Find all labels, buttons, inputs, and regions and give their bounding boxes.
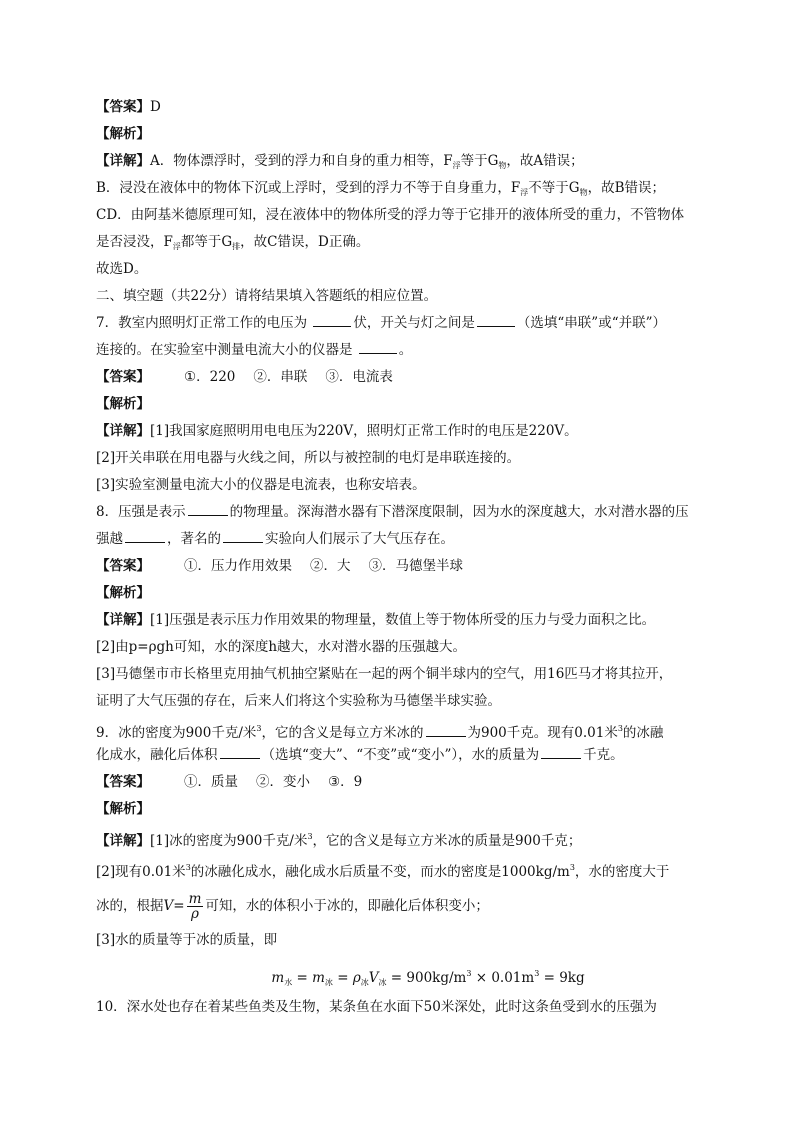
q10-stem-1 [96, 994, 700, 1021]
answer-item: ①．压力作用效果 [184, 558, 292, 574]
text: ，它的含义是每立方米冰的 [261, 725, 424, 741]
text: [3]水的质量等于冰的质量，即 [96, 932, 278, 948]
answer-blank[interactable] [188, 500, 228, 516]
q7-stem-2 [96, 337, 700, 364]
q9-detail-3 [96, 885, 700, 927]
section-heading [96, 283, 700, 310]
answer-blank[interactable] [125, 527, 165, 543]
text: [2]开关串联在用电器与火线之间，所以与被控制的电灯是串联连接的。 [96, 450, 521, 466]
answer-blank[interactable] [220, 743, 260, 759]
formula-variable: V [163, 898, 174, 914]
answer-item: ②．大 [310, 558, 351, 574]
text: [1]冰的密度为900千克/米 [150, 833, 308, 849]
text: A．物体漂浮时，受到的浮力和自身的重力相等，F [150, 153, 453, 169]
q7-analysis [96, 391, 700, 418]
answer-item: ③．电流表 [325, 369, 393, 385]
formula-text: = 900kg/m [386, 970, 467, 986]
text: 7．教室内照明灯正常工作的电压为 [96, 315, 308, 331]
q7-detail-2 [96, 445, 700, 472]
formula-variable: m [312, 970, 325, 986]
q9-stem-2 [96, 742, 700, 769]
text: ，故B错误； [587, 180, 666, 196]
answer-tag: 【答案】 [96, 369, 150, 385]
formula-operator: = [292, 970, 313, 986]
subscript: 水 [284, 978, 293, 987]
analysis-tag: 【解析】 [96, 801, 150, 817]
answer-item: ①．220 [184, 369, 236, 385]
text: ，故A错误； [506, 153, 584, 169]
q8-stem-2 [96, 526, 700, 553]
formula-text: = 9kg [539, 970, 585, 986]
superscript: 3 [466, 969, 472, 978]
text: 不等于G [528, 180, 580, 196]
q9-detail-4 [96, 927, 700, 954]
subscript: 物 [498, 161, 507, 170]
subscript: 浮 [172, 242, 181, 251]
formula-variable: V [368, 970, 379, 986]
text: 9．冰的密度为900千克/米 [96, 725, 257, 741]
answer-tag: 【答案】 [96, 558, 150, 574]
q9-detail-1 [96, 823, 700, 850]
detail-tag: 【详解】 [96, 833, 150, 849]
text: 都等于G [180, 234, 233, 250]
text: 冰的，根据 [96, 898, 164, 914]
text: 是否浸没，F [96, 234, 173, 250]
detail-tag: 【详解】 [96, 153, 150, 169]
superscript: 3 [569, 863, 575, 872]
text: 实验向人们展示了大气压存在。 [265, 531, 454, 547]
text: 的物理量。深海潜水器有下潜深度限制，因为水的深度越大，水对潜水器的压 [229, 504, 689, 520]
document-content [96, 94, 700, 1021]
formula-text: × 0.01m [471, 970, 535, 986]
formula-operator: = [332, 970, 353, 986]
answer-item: ①．质量 [184, 774, 238, 790]
subscript: 浮 [452, 161, 461, 170]
analysis-tag: 【解析】 [96, 126, 150, 142]
subscript: 冰 [324, 978, 333, 987]
text: [1]压强是表示压力作用效果的物理量，数值上等于物体所受的压力与受力面积之比。 [150, 612, 656, 628]
detail-tag: 【详解】 [96, 612, 150, 628]
answer-blank[interactable] [541, 743, 581, 759]
text: 连接的。在实验室中测量电流大小的仪器是 [96, 342, 353, 358]
text: [3]马德堡市市长格里克用抽气机抽空紧贴在一起的两个铜半球内的空气，用16匹马才将其拉开， [96, 666, 673, 682]
text: B．浸没在液体中的物体下沉或上浮时，受到的浮力不等于自身重力，F [96, 180, 521, 196]
text: 故选D。 [96, 261, 148, 277]
text: ，水的密度大于 [574, 864, 670, 880]
fraction [187, 892, 204, 921]
subscript: 冰 [360, 978, 369, 987]
text: 8．压强是表示 [96, 504, 186, 520]
superscript: 3 [617, 724, 623, 733]
text: ，它的含义是每立方米冰的质量是900千克； [312, 833, 582, 849]
text: 可知，水的体积小于冰的，即融化后体积变小； [205, 898, 489, 914]
answer-item: ③．马德堡半球 [368, 558, 463, 574]
superscript: 3 [534, 969, 540, 978]
subscript: 物 [579, 188, 588, 197]
formula-variable: ρ [352, 970, 361, 986]
superscript: 3 [185, 863, 191, 872]
answer-blank[interactable] [359, 338, 397, 354]
q6-answer-value: D [150, 99, 161, 115]
text: 10．深水处也存在着某些鱼类及生物，某条鱼在水面下50米深处，此时这条鱼受到水的压强为 [96, 999, 657, 1015]
formula-operator: = [173, 898, 185, 914]
answer-blank[interactable] [477, 311, 515, 327]
q7-detail-1 [96, 418, 700, 445]
superscript: 3 [307, 832, 313, 841]
answer-tag: 【答案】 [96, 99, 150, 115]
text: [2]由p=ρgh可知，水的深度h越大，水对潜水器的压强越大。 [96, 639, 467, 655]
answer-item: ③．9 [328, 774, 363, 790]
text: 强越 [96, 531, 123, 547]
q8-answer [96, 553, 700, 580]
subscript: 浮 [520, 188, 529, 197]
text: CD．由阿基米德原理可知，浸在液体中的物体所受的浮力等于它排开的液体所受的重力，不管物体 [96, 207, 685, 223]
answer-blank[interactable] [223, 527, 263, 543]
q8-detail-1 [96, 607, 700, 634]
answer-item: ②．串联 [253, 369, 308, 385]
text: 二、填空题（共22分）请将结果填入答题纸的相应位置。 [96, 288, 438, 304]
q8-analysis [96, 580, 700, 607]
q8-stem-1 [96, 499, 700, 526]
answer-item: ②．变小 [256, 774, 310, 790]
q9-answer [96, 769, 700, 796]
text: 为900千克。现有0.01米 [467, 725, 618, 741]
q9-equation [96, 954, 700, 994]
q6-detail-b [96, 175, 700, 202]
text: [3]实验室测量电流大小的仪器是电流表，也称安培表。 [96, 477, 426, 493]
q6-detail-cd-2 [96, 229, 700, 256]
analysis-tag: 【解析】 [96, 585, 150, 601]
text: ，著名的 [167, 531, 221, 547]
text: 伏，开关与灯之间是 [353, 315, 475, 331]
q9-detail-2 [96, 850, 700, 885]
text: 化成水，融化后体积 [96, 747, 218, 763]
subscript: 冰 [378, 978, 387, 987]
text: [1]我国家庭照明用电电压为220V，照明灯正常工作时的电压是220V。 [150, 423, 578, 439]
q6-detail-a [96, 148, 700, 175]
fraction-denominator: ρ [191, 906, 199, 922]
q6-conclusion [96, 256, 700, 283]
text: [2]现有0.01米 [96, 864, 186, 880]
text: ，故C错误，D正确。 [240, 234, 370, 250]
q9-stem-1 [96, 715, 700, 742]
text: 千克。 [583, 747, 624, 763]
answer-blank[interactable] [426, 721, 466, 737]
q7-stem-1 [96, 310, 700, 337]
q7-answer [96, 364, 700, 391]
subscript: 排 [232, 242, 241, 251]
text: 证明了大气压强的存在，后来人们将这个实验称为马德堡半球实验。 [96, 693, 501, 709]
text: 等于G [460, 153, 499, 169]
detail-tag: 【详解】 [96, 423, 150, 439]
formula-variable: m [271, 970, 285, 986]
text: 的冰融 [622, 725, 664, 741]
q6-detail-cd-1 [96, 202, 700, 229]
text: （选填“变大”、“不变”或“变小”），水的质量为 [261, 747, 540, 763]
answer-blank[interactable] [313, 311, 351, 327]
text: 的冰融化成水，融化成水后质量不变，而水的密度是1000kg/m [190, 864, 570, 880]
q8-detail-2 [96, 634, 700, 661]
fraction-numerator: m [188, 891, 202, 907]
q8-detail-4 [96, 688, 700, 715]
superscript: 3 [256, 724, 262, 733]
text: （选填“串联”或“并联”） [516, 315, 666, 331]
q9-analysis [96, 796, 700, 823]
analysis-tag: 【解析】 [96, 396, 150, 412]
q6-answer-line [96, 94, 700, 121]
q6-analysis-line [96, 121, 700, 148]
answer-tag: 【答案】 [96, 774, 150, 790]
q7-detail-3 [96, 472, 700, 499]
text: 。 [398, 342, 413, 358]
q8-detail-3 [96, 661, 700, 688]
